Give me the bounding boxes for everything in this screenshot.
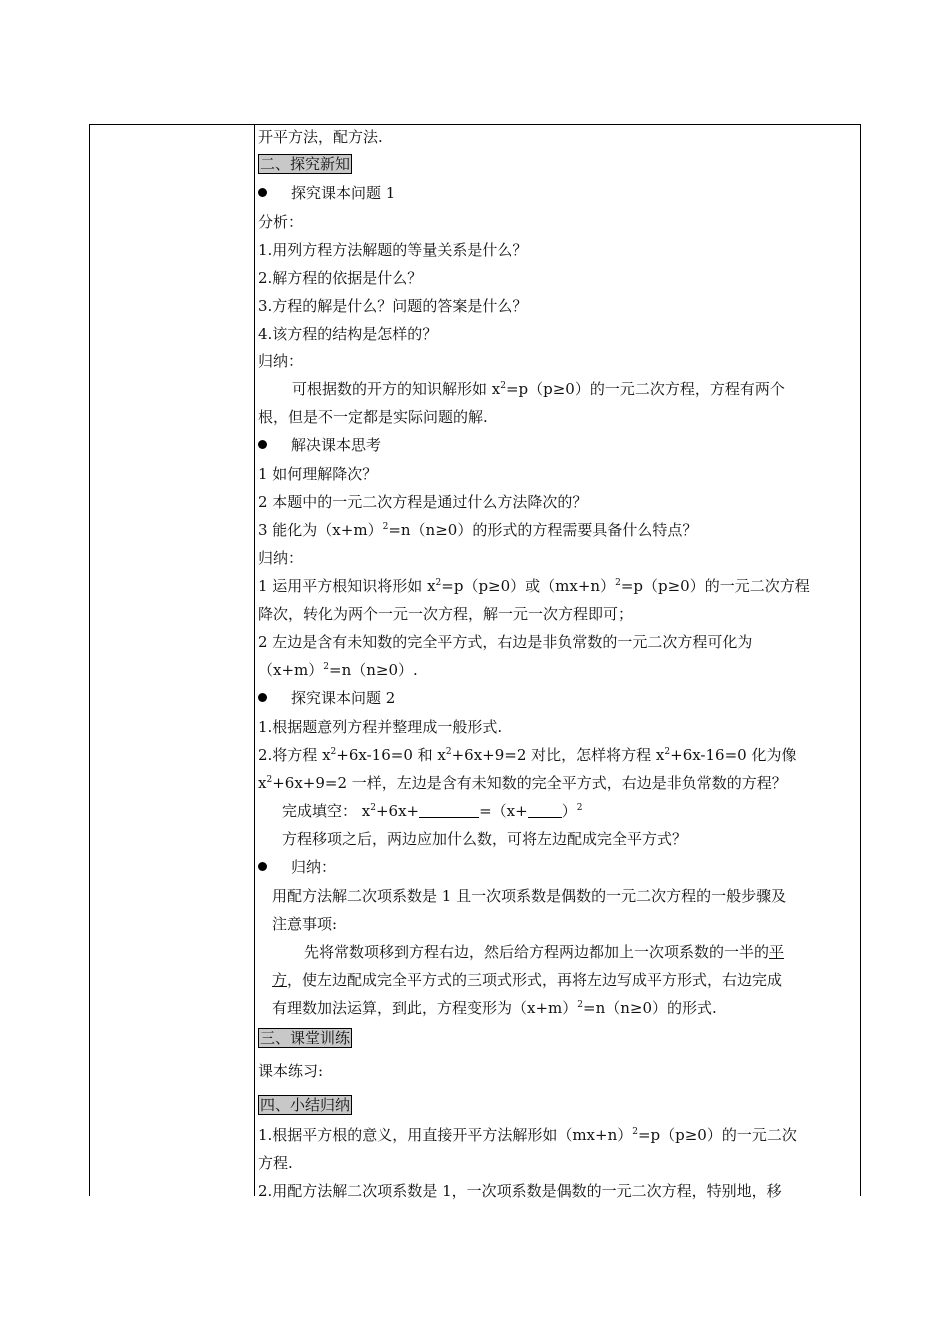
text: 1 如何理解降次？ xyxy=(258,465,378,483)
text-line xyxy=(292,379,785,399)
superscript: 2 xyxy=(435,578,442,588)
heading-text: 三、课堂训练 xyxy=(260,1029,351,1047)
text: 开平方法，配方法. xyxy=(258,128,383,146)
text: =n（n≥0）的形式. xyxy=(583,999,717,1017)
text-line xyxy=(258,1125,797,1145)
bullet-item xyxy=(258,688,395,708)
heading-text: 四、小结归纳 xyxy=(260,1096,351,1114)
text: （x+m） xyxy=(258,661,324,679)
text-line xyxy=(258,717,502,737)
underlined-text: 平 xyxy=(769,943,785,961)
text-line xyxy=(258,268,422,288)
section-heading-2 xyxy=(258,154,352,174)
text: 根，但是不一定都是实际问题的解. xyxy=(258,408,488,426)
text: 有理数加法运算，到此，方程变形为（x+m） xyxy=(272,999,578,1017)
text: 归纳： xyxy=(291,858,337,876)
text: 探究课本问题 1 xyxy=(291,184,396,202)
text: =（x+ xyxy=(479,802,528,820)
text-line xyxy=(258,351,303,371)
answer-blank[interactable] xyxy=(528,803,562,818)
bullet-icon xyxy=(258,188,267,197)
heading-text: 二、探究新知 xyxy=(260,155,351,173)
text: =n（n≥0）. xyxy=(329,661,418,679)
text: +6x-16=0 化为像 xyxy=(670,746,797,764)
text: 探究课本问题 2 xyxy=(291,689,396,707)
text-line xyxy=(258,407,488,427)
text: +6x-16=0 和 x xyxy=(336,746,446,764)
text-line xyxy=(258,660,418,680)
text-line xyxy=(258,212,303,232)
text: 3.方程的解是什么？问题的答案是什么？ xyxy=(258,297,528,315)
text: 可根据数的开方的知识解形如 x xyxy=(292,380,501,398)
text-line xyxy=(258,576,810,596)
superscript: 2 xyxy=(632,1127,638,1137)
text: 课本练习: xyxy=(258,1062,324,1080)
text: 1.用列方程方法解题的等量关系是什么？ xyxy=(258,241,528,259)
text-line xyxy=(304,942,784,962)
text: +6x+9=2 一样，左边是含有未知数的完全平方式，右边是非负常数的方程？ xyxy=(272,774,787,792)
text-line xyxy=(258,773,787,793)
text-line xyxy=(258,604,633,624)
text: +6x+9=2 对比，怎样将方程 x xyxy=(451,746,665,764)
text: 1 运用平方根知识将形如 x xyxy=(258,577,436,595)
text: 方程移项之后，两边应加什么数，可将左边配成完全平方式？ xyxy=(282,830,688,848)
text: =p（p≥0）或（mx+n） xyxy=(441,577,616,595)
text: 2 左边是含有未知数的完全平方式，右边是非负常数的一元二次方程可化为 xyxy=(258,633,753,651)
text: =p（p≥0）的一元二次方程，方程有两个 xyxy=(505,380,785,398)
text-line xyxy=(272,970,782,990)
superscript: 2 xyxy=(664,747,671,757)
text: +6x+ xyxy=(375,802,420,820)
text: =n（n≥0）的形式的方程需要具备什么特点？ xyxy=(388,521,698,539)
text: 先将常数项移到方程右边，然后给方程两边都加上一次项系数的一半的 xyxy=(304,943,770,961)
text-line xyxy=(258,632,752,652)
text: 1.根据题意列方程并整理成一般形式. xyxy=(258,718,503,736)
text: 2.用配方法解二次项系数是 1，一次项系数是偶数的一元二次方程，特别地，移 xyxy=(258,1182,782,1200)
text-line xyxy=(258,492,587,512)
superscript: 2 xyxy=(330,747,337,757)
text: 1.根据平方根的意义，用直接开平方法解形如（mx+n） xyxy=(258,1126,633,1144)
text: 分析： xyxy=(258,213,304,231)
text: 降次，转化为两个一元一次方程，解一元一次方程即可； xyxy=(258,605,634,623)
underlined-text: 方 xyxy=(272,971,288,989)
superscript: 2 xyxy=(615,578,621,588)
text: 用配方法解二次项系数是 1 且一次项系数是偶数的一元二次方程的一般步骤及 xyxy=(272,887,787,905)
bullet-icon xyxy=(258,440,267,449)
text-line xyxy=(282,829,687,849)
text: =p（p≥0）的一元二次 xyxy=(637,1126,797,1144)
text-line xyxy=(258,324,437,344)
text-line xyxy=(258,1061,323,1081)
superscript: 2 xyxy=(445,747,452,757)
answer-blank[interactable] xyxy=(419,803,479,818)
text-line xyxy=(258,240,527,260)
text-line xyxy=(258,548,303,568)
superscript: 2 xyxy=(266,775,273,785)
superscript: 2 xyxy=(500,381,506,391)
superscript: 2 xyxy=(323,662,329,672)
text-line xyxy=(272,998,717,1018)
superscript: 2 xyxy=(382,522,389,532)
text-line xyxy=(258,1181,782,1201)
superscript: 2 xyxy=(577,1000,583,1010)
text: =p（p≥0）的一元二次方程 xyxy=(620,577,810,595)
text: ） xyxy=(561,802,577,820)
left-column xyxy=(90,125,255,1196)
text-line xyxy=(258,464,377,484)
text: x xyxy=(258,774,267,792)
text-line xyxy=(258,127,383,147)
text: 归纳： xyxy=(258,352,304,370)
text: 归纳： xyxy=(258,549,304,567)
text-line xyxy=(258,1153,293,1173)
bullet-icon xyxy=(258,693,267,702)
text: 解决课本思考 xyxy=(291,436,382,454)
lesson-table xyxy=(89,124,861,1200)
text: 方程. xyxy=(258,1154,293,1172)
text: 3 能化为（x+m） xyxy=(258,521,383,539)
bullet-item xyxy=(258,857,336,877)
text-line xyxy=(258,745,796,765)
text: 完成填空： x xyxy=(282,802,371,820)
fill-in-blank-line xyxy=(282,801,582,821)
text: 4.该方程的结构是怎样的？ xyxy=(258,325,438,343)
bullet-item xyxy=(258,435,381,455)
text-line xyxy=(272,914,337,934)
bullet-icon xyxy=(258,862,267,871)
text: 2 本题中的一元二次方程是通过什么方法降次的？ xyxy=(258,493,588,511)
text: ，使左边配成完全平方式的三项式形式，再将左边写成平方形式，右边完成 xyxy=(287,971,783,989)
bullet-item xyxy=(258,183,395,203)
text: 2.将方程 x xyxy=(258,746,331,764)
text: 2.解方程的依据是什么？ xyxy=(258,269,423,287)
text-line xyxy=(272,886,786,906)
superscript: 2 xyxy=(576,803,583,813)
text-line xyxy=(258,520,697,540)
section-heading-4 xyxy=(258,1095,352,1115)
text: 注意事项: xyxy=(272,915,338,933)
text-line xyxy=(258,296,527,316)
superscript: 2 xyxy=(370,803,376,813)
section-heading-3 xyxy=(258,1028,352,1048)
